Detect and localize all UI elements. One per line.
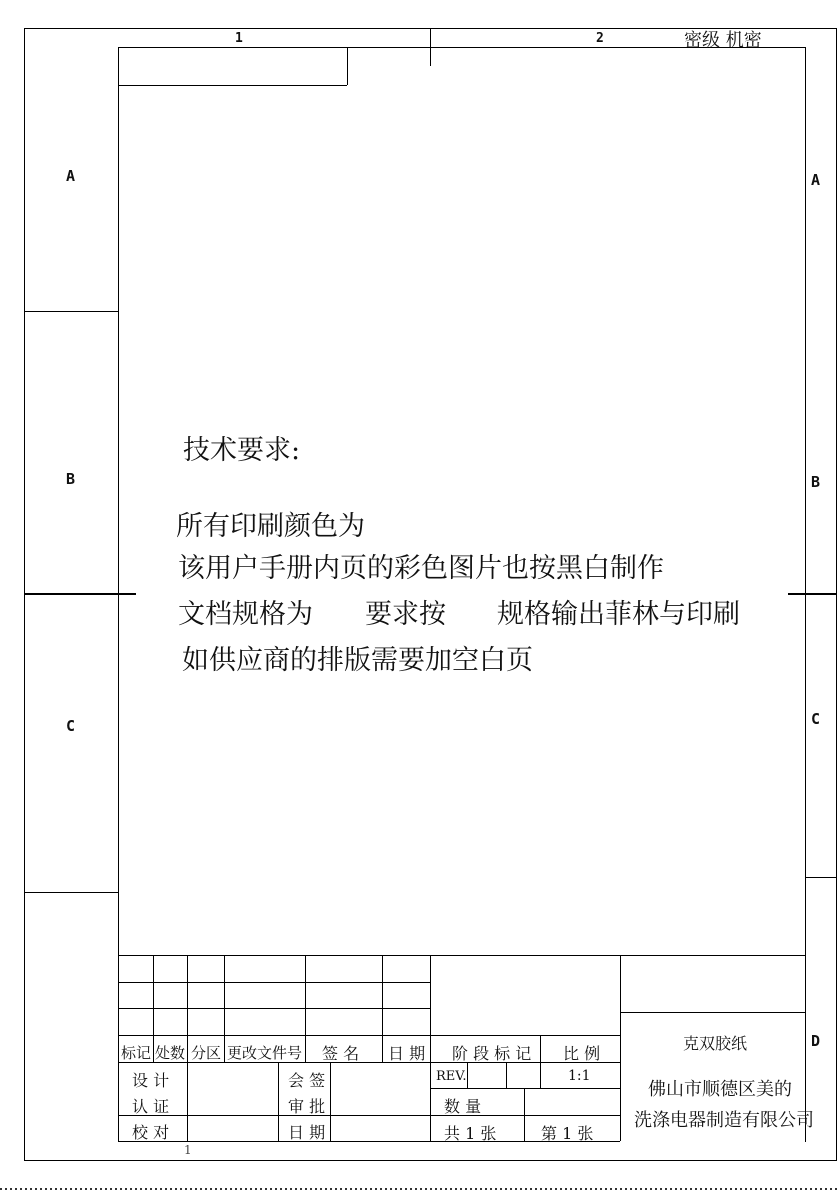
header-box-bottom (118, 85, 347, 86)
approve-label: 审 批 (288, 1097, 326, 1116)
countersign-label: 会 签 (288, 1071, 326, 1090)
tech-requirement-line-3a: 文档规格为 (178, 599, 313, 630)
tech-requirement-line-3b: 要求按 (365, 599, 446, 630)
column-number-1: 1 (235, 31, 243, 46)
design-label: 设 计 (132, 1071, 170, 1090)
confidentiality-label: 密级 机密 (684, 30, 762, 51)
tech-requirements-title: 技术要求: (183, 435, 301, 466)
header-column-divider (430, 28, 431, 66)
right-zone-c: C (811, 710, 821, 728)
header-box-right (347, 47, 348, 85)
left-zone-a: A (66, 167, 76, 185)
rev-label: REV. (436, 1069, 467, 1084)
company-name-line-1: 佛山市顺德区美的 (648, 1079, 792, 1100)
tech-requirement-line-1: 所有印刷颜色为 (176, 511, 365, 542)
revision-header-signature: 签 名 (322, 1044, 360, 1063)
right-zone-a: A (811, 171, 821, 189)
date-label: 日 期 (288, 1123, 326, 1142)
right-zone-divider-cd (805, 877, 836, 878)
bottom-dotted-edge (0, 1188, 840, 1190)
material-label: 克双胶纸 (683, 1034, 748, 1053)
revision-header-date: 日 期 (388, 1044, 426, 1063)
stage-mark-label: 阶 段 标 记 (452, 1044, 532, 1063)
company-name-line-2: 洗涤电器制造有限公司 (634, 1110, 814, 1131)
column-number-2: 2 (596, 31, 604, 46)
verify-label: 认 证 (132, 1097, 170, 1116)
tech-requirement-line-2: 该用户手册内页的彩色图片也按黑白制作 (178, 553, 664, 584)
left-zone-c: C (66, 717, 76, 735)
right-zone-b: B (811, 473, 821, 491)
tech-requirement-line-4: 如供应商的排版需要加空白页 (182, 645, 533, 676)
revision-header-zone: 分区 (191, 1044, 222, 1062)
outer-frame-right (836, 28, 837, 1161)
scale-value: 1:1 (568, 1068, 591, 1084)
sheet-number-label: 第 1 张 (541, 1124, 594, 1143)
total-sheets-label: 共 1 张 (444, 1124, 497, 1143)
right-zone-d: D (811, 1032, 821, 1050)
revision-header-mark: 标记 (121, 1044, 152, 1062)
tech-requirement-line-3c: 规格输出菲林与印刷 (497, 599, 740, 630)
revision-header-count: 处数 (155, 1044, 186, 1062)
right-zone-divider-bc-thick (788, 593, 836, 595)
outer-frame-bottom (24, 1160, 837, 1161)
revision-header-change-doc: 更改文件号 (227, 1044, 303, 1062)
left-zone-divider-ab (24, 311, 118, 312)
left-zone-b: B (66, 470, 76, 488)
quantity-label: 数 量 (444, 1097, 482, 1116)
scale-label: 比 例 (563, 1044, 601, 1063)
page-number: 1 (184, 1143, 192, 1157)
check-label: 校 对 (132, 1123, 170, 1142)
left-zone-divider-bc-thick (24, 593, 136, 595)
left-zone-divider-cd (24, 892, 118, 893)
